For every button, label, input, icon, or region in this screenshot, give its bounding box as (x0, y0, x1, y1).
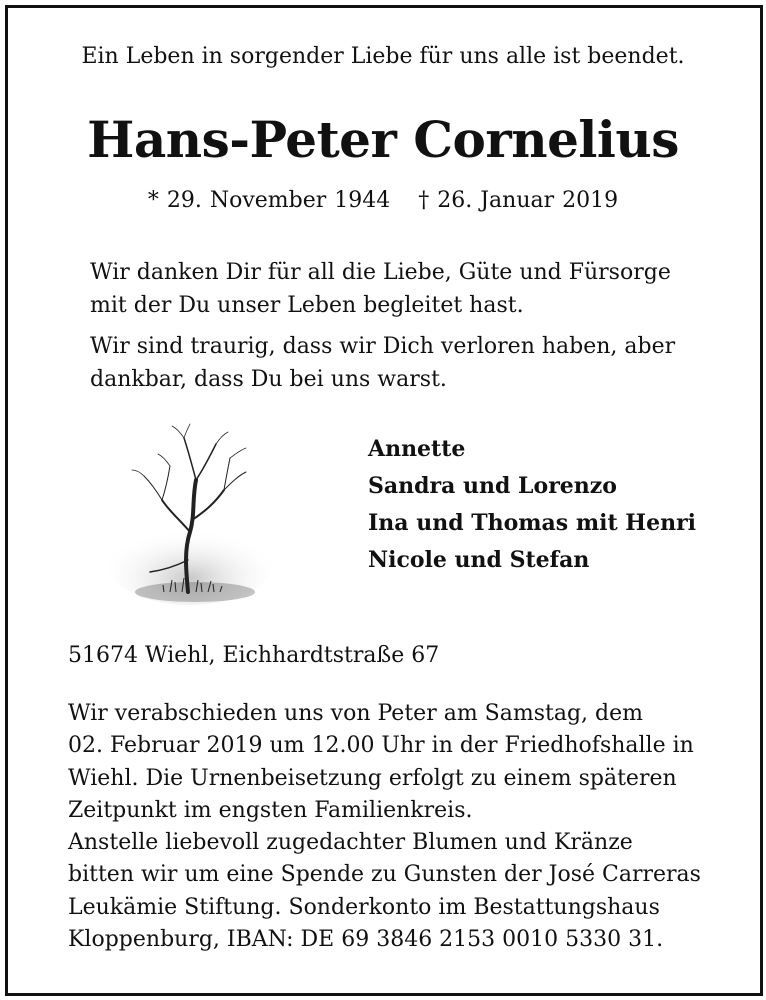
thanks-line: dankbar, dass Du bei uns warst. (90, 367, 447, 392)
thanks-line: Wir sind traurig, dass wir Dich verloren haben, aber (90, 334, 676, 359)
closing-line: Leukämie Stiftung. Sonderkonto im Bestattungshaus (68, 894, 660, 920)
life-dates (0, 188, 766, 213)
intro-line: Ein Leben in sorgender Liebe für uns alle ist beendet. (81, 44, 685, 69)
thanks-line: Wir danken Dir für all die Liebe, Güte und Fürsorge (90, 260, 671, 285)
death-date: † 26. Januar 2019 (418, 188, 619, 213)
closing-line: Zeitpunkt im engsten Familienkreis. (68, 797, 473, 823)
family-member: Sandra und Lorenzo (368, 473, 617, 499)
closing-line: 02. Februar 2019 um 12.00 Uhr in der Friedhofshalle in (68, 733, 694, 759)
family-member: Ina und Thomas mit Henri (368, 510, 697, 536)
deceased-name: Hans-Peter Cornelius (87, 110, 679, 169)
tree-icon (100, 420, 280, 620)
family-member: Annette (368, 436, 466, 462)
closing-line: Wir verabschieden uns von Peter am Samstag, dem (68, 701, 643, 726)
closing-line: bitten wir um eine Spende zu Gunsten der José Carreras (68, 862, 701, 888)
thanks-line: mit der Du unser Leben begleitet hast. (90, 293, 524, 318)
birth-date: * 29. November 1944 (147, 188, 391, 213)
closing-text (68, 698, 701, 956)
closing-line: Anstelle liebevoll zugedachter Blumen und Kränze (68, 830, 633, 856)
closing-line: Wiehl. Die Urnenbeisetzung erfolgt zu einem späteren (68, 765, 677, 791)
family-member: Nicole und Stefan (368, 547, 590, 573)
closing-line: Kloppenburg, IBAN: DE 69 3846 2153 0010 5330 31. (68, 927, 664, 953)
address: 51674 Wiehl, Eichhardtstraße 67 (68, 643, 440, 668)
